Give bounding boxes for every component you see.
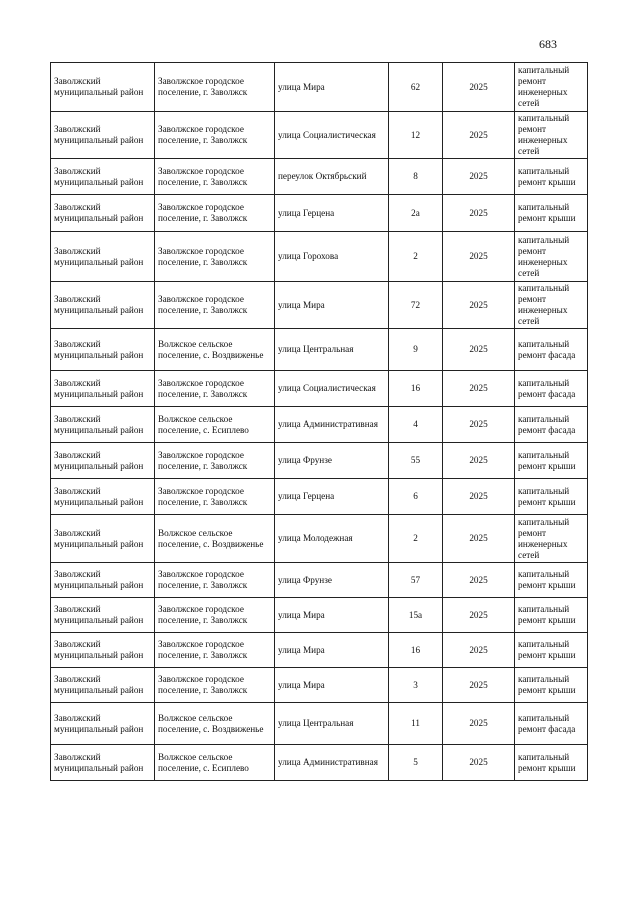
work-type-cell: капитальный ремонт крыши	[515, 443, 588, 479]
work-type-cell: капитальный ремонт крыши	[515, 563, 588, 598]
settlement-cell: Волжское сельское поселение, с. Воздвиженье	[155, 515, 275, 563]
settlement-cell: Волжское сельское поселение, с. Воздвиженье	[155, 703, 275, 745]
district-cell: Заволжский муниципальный район	[51, 329, 155, 371]
house-cell: 3	[389, 668, 443, 703]
street-cell: улица Фрунзе	[275, 443, 389, 479]
district-cell: Заволжский муниципальный район	[51, 668, 155, 703]
work-type-cell: капитальный ремонт инженерных сетей	[515, 515, 588, 563]
year-cell: 2025	[443, 195, 515, 232]
work-type-cell: капитальный ремонт инженерных сетей	[515, 232, 588, 282]
year-cell: 2025	[443, 633, 515, 668]
work-type-cell: капитальный ремонт инженерных сетей	[515, 63, 588, 112]
street-cell: улица Социалистическая	[275, 112, 389, 159]
house-cell: 57	[389, 563, 443, 598]
settlement-cell: Заволжское городское поселение, г. Заволжск	[155, 371, 275, 407]
year-cell: 2025	[443, 598, 515, 633]
house-cell: 5	[389, 745, 443, 781]
house-cell: 2	[389, 515, 443, 563]
house-cell: 11	[389, 703, 443, 745]
work-type-cell: капитальный ремонт крыши	[515, 745, 588, 781]
table-row	[51, 232, 588, 282]
work-type-cell: капитальный ремонт крыши	[515, 159, 588, 195]
year-cell: 2025	[443, 563, 515, 598]
district-cell: Заволжский муниципальный район	[51, 598, 155, 633]
table-row	[51, 479, 588, 515]
work-type-cell: капитальный ремонт инженерных сетей	[515, 282, 588, 329]
table-row	[51, 195, 588, 232]
street-cell: улица Герцена	[275, 195, 389, 232]
settlement-cell: Волжское сельское поселение, с. Воздвиженье	[155, 329, 275, 371]
settlement-cell: Заволжское городское поселение, г. Заволжск	[155, 112, 275, 159]
settlement-cell: Заволжское городское поселение, г. Заволжск	[155, 633, 275, 668]
work-type-cell: капитальный ремонт крыши	[515, 598, 588, 633]
table-row	[51, 598, 588, 633]
work-type-cell: капитальный ремонт крыши	[515, 633, 588, 668]
year-cell: 2025	[443, 112, 515, 159]
settlement-cell: Заволжское городское поселение, г. Заволжск	[155, 159, 275, 195]
settlement-cell: Заволжское городское поселение, г. Заволжск	[155, 668, 275, 703]
street-cell: улица Мира	[275, 668, 389, 703]
district-cell: Заволжский муниципальный район	[51, 195, 155, 232]
table-body	[51, 63, 588, 781]
district-cell: Заволжский муниципальный район	[51, 515, 155, 563]
year-cell: 2025	[443, 515, 515, 563]
street-cell: улица Герцена	[275, 479, 389, 515]
year-cell: 2025	[443, 443, 515, 479]
settlement-cell: Заволжское городское поселение, г. Заволжск	[155, 443, 275, 479]
district-cell: Заволжский муниципальный район	[51, 371, 155, 407]
settlement-cell: Заволжское городское поселение, г. Заволжск	[155, 232, 275, 282]
house-cell: 6	[389, 479, 443, 515]
settlement-cell: Волжское сельское поселение, с. Есиплево	[155, 745, 275, 781]
table-row	[51, 668, 588, 703]
table-row	[51, 703, 588, 745]
house-cell: 4	[389, 407, 443, 443]
street-cell: улица Административная	[275, 745, 389, 781]
work-type-cell: капитальный ремонт фасада	[515, 703, 588, 745]
table-row	[51, 515, 588, 563]
work-type-cell: капитальный ремонт фасада	[515, 371, 588, 407]
house-cell: 16	[389, 633, 443, 668]
table-row	[51, 371, 588, 407]
street-cell: улица Горохова	[275, 232, 389, 282]
street-cell: улица Центральная	[275, 703, 389, 745]
street-cell: улица Административная	[275, 407, 389, 443]
year-cell: 2025	[443, 407, 515, 443]
page-number: 683	[539, 37, 557, 51]
settlement-cell: Заволжское городское поселение, г. Заволжск	[155, 195, 275, 232]
work-type-cell: капитальный ремонт крыши	[515, 195, 588, 232]
house-cell: 12	[389, 112, 443, 159]
table-row	[51, 159, 588, 195]
table-row	[51, 745, 588, 781]
table-row	[51, 63, 588, 112]
district-cell: Заволжский муниципальный район	[51, 63, 155, 112]
district-cell: Заволжский муниципальный район	[51, 407, 155, 443]
year-cell: 2025	[443, 371, 515, 407]
work-type-cell: капитальный ремонт инженерных сетей	[515, 112, 588, 159]
settlement-cell: Заволжское городское поселение, г. Заволжск	[155, 479, 275, 515]
settlement-cell: Волжское сельское поселение, с. Есиплево	[155, 407, 275, 443]
year-cell: 2025	[443, 159, 515, 195]
district-cell: Заволжский муниципальный район	[51, 112, 155, 159]
work-type-cell: капитальный ремонт крыши	[515, 668, 588, 703]
district-cell: Заволжский муниципальный район	[51, 232, 155, 282]
district-cell: Заволжский муниципальный район	[51, 282, 155, 329]
street-cell: улица Мира	[275, 633, 389, 668]
street-cell: улица Мира	[275, 598, 389, 633]
table-row	[51, 282, 588, 329]
house-cell: 15а	[389, 598, 443, 633]
repair-schedule-table	[50, 62, 588, 781]
table-row	[51, 407, 588, 443]
work-type-cell: капитальный ремонт крыши	[515, 479, 588, 515]
district-cell: Заволжский муниципальный район	[51, 703, 155, 745]
district-cell: Заволжский муниципальный район	[51, 159, 155, 195]
district-cell: Заволжский муниципальный район	[51, 563, 155, 598]
table-row	[51, 633, 588, 668]
house-cell: 8	[389, 159, 443, 195]
street-cell: переулок Октябрьский	[275, 159, 389, 195]
house-cell: 72	[389, 282, 443, 329]
table-row	[51, 563, 588, 598]
street-cell: улица Мира	[275, 282, 389, 329]
house-cell: 55	[389, 443, 443, 479]
year-cell: 2025	[443, 479, 515, 515]
year-cell: 2025	[443, 282, 515, 329]
district-cell: Заволжский муниципальный район	[51, 443, 155, 479]
house-cell: 16	[389, 371, 443, 407]
table-row	[51, 443, 588, 479]
table-row	[51, 329, 588, 371]
work-type-cell: капитальный ремонт фасада	[515, 407, 588, 443]
work-type-cell: капитальный ремонт фасада	[515, 329, 588, 371]
district-cell: Заволжский муниципальный район	[51, 479, 155, 515]
year-cell: 2025	[443, 703, 515, 745]
table-row	[51, 112, 588, 159]
district-cell: Заволжский муниципальный район	[51, 633, 155, 668]
street-cell: улица Мира	[275, 63, 389, 112]
street-cell: улица Молодежная	[275, 515, 389, 563]
street-cell: улица Центральная	[275, 329, 389, 371]
house-cell: 2а	[389, 195, 443, 232]
district-cell: Заволжский муниципальный район	[51, 745, 155, 781]
house-cell: 9	[389, 329, 443, 371]
house-cell: 62	[389, 63, 443, 112]
year-cell: 2025	[443, 232, 515, 282]
settlement-cell: Заволжское городское поселение, г. Заволжск	[155, 63, 275, 112]
year-cell: 2025	[443, 63, 515, 112]
settlement-cell: Заволжское городское поселение, г. Заволжск	[155, 598, 275, 633]
house-cell: 2	[389, 232, 443, 282]
year-cell: 2025	[443, 668, 515, 703]
street-cell: улица Социалистическая	[275, 371, 389, 407]
year-cell: 2025	[443, 745, 515, 781]
street-cell: улица Фрунзе	[275, 563, 389, 598]
settlement-cell: Заволжское городское поселение, г. Заволжск	[155, 282, 275, 329]
settlement-cell: Заволжское городское поселение, г. Заволжск	[155, 563, 275, 598]
year-cell: 2025	[443, 329, 515, 371]
